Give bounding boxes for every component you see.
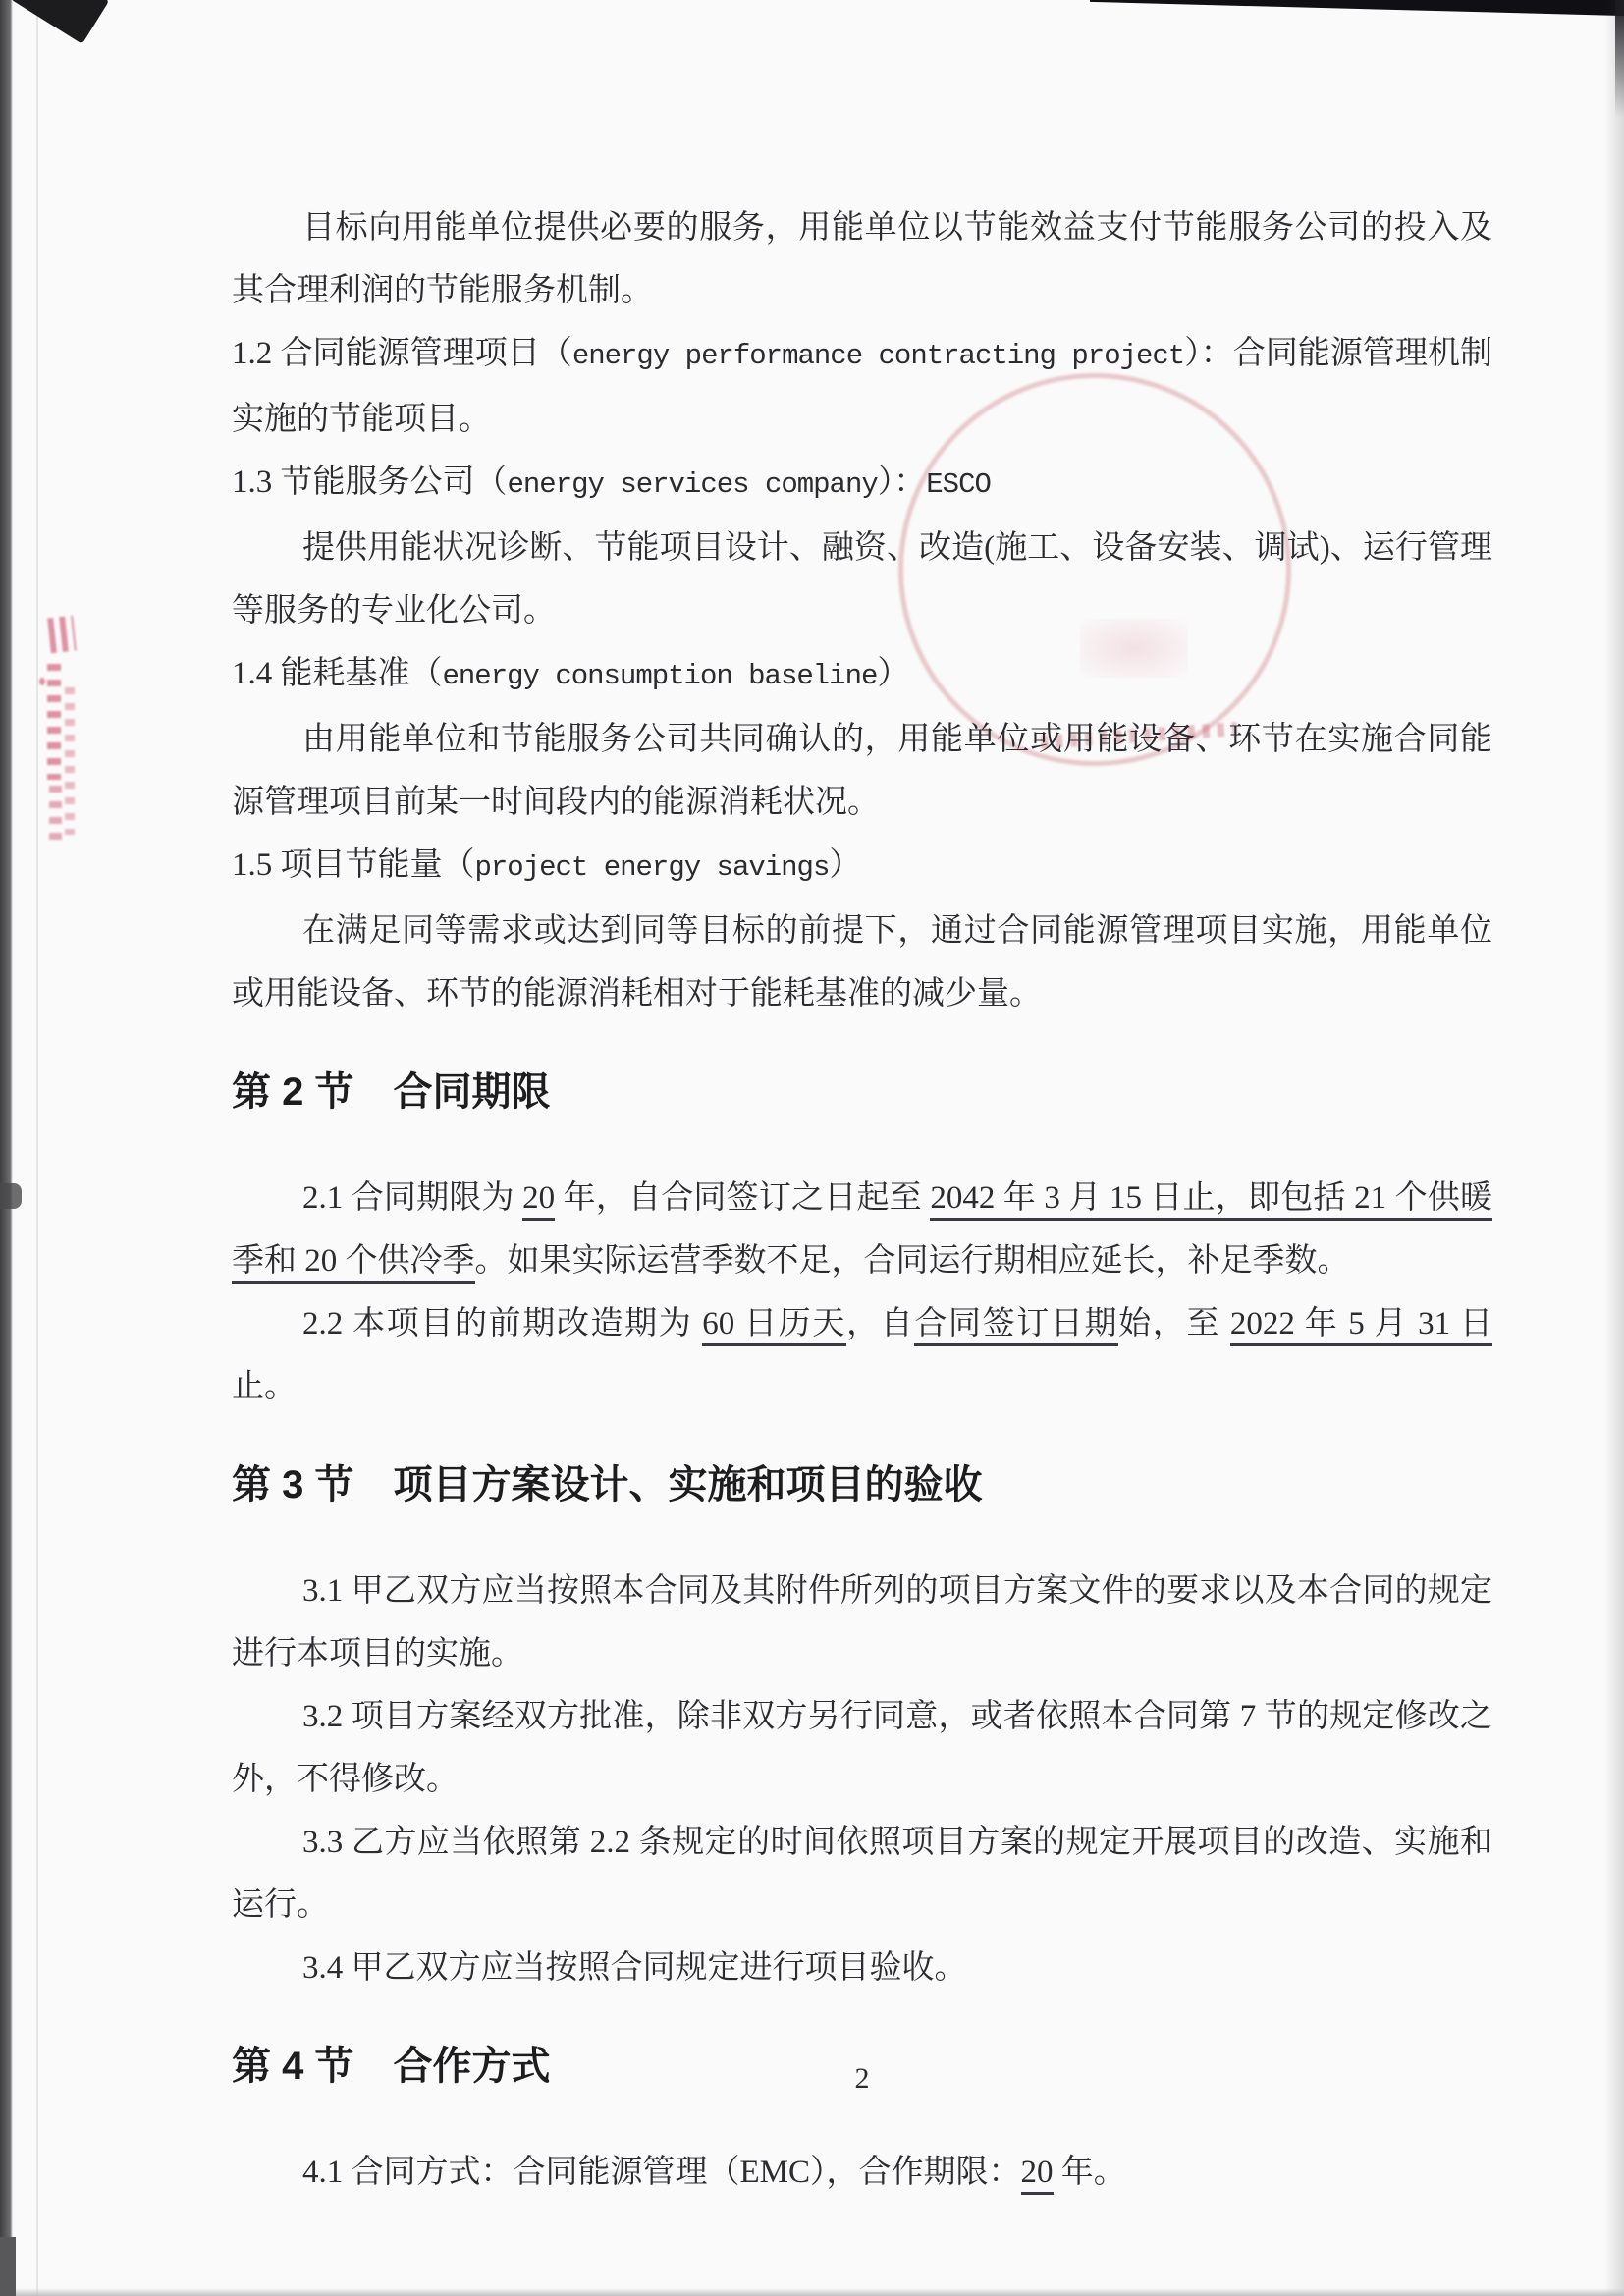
text-segment: 目标向用能单位提供必要的服务，用能单位以节能效益支付节能服务公司的投入及其合理利润的节能服务机制。 — [232, 210, 1492, 308]
scanner-edge-notch — [0, 1183, 22, 1209]
paragraph — [232, 1559, 1492, 1685]
text-segment: 3.2 项目方案经双方批准，除非双方另行同意，或者依照本合同第 7 节的规定修改之外，不得修改。 — [232, 1699, 1492, 1797]
text-segment: 1.3 节能服务公司（ — [232, 465, 508, 500]
text-segment: ） — [829, 847, 862, 883]
scanner-edge-bottom — [0, 2288, 1624, 2296]
filled-in-value: 合同签订日期 — [914, 1306, 1118, 1346]
text-segment: ）： — [877, 465, 927, 500]
filled-in-value: 2022 年 5 月 31 日 — [1230, 1306, 1492, 1346]
text-segment: 。如果实际运营季数不足，合同运行期相应延长，补足季数。 — [474, 1243, 1350, 1279]
text-segment: 年，自合同签订之日起至 — [555, 1180, 931, 1216]
paragraph — [232, 2141, 1492, 2204]
scanner-corner-bottom-left — [0, 2237, 16, 2296]
text-segment: 3.3 乙方应当依照第 2.2 条规定的时间依照项目方案的规定开展项目的改造、实施和运行。 — [232, 1825, 1492, 1923]
paragraph — [232, 1811, 1492, 1937]
page-fold-line — [36, 0, 38, 2296]
text-segment: energy performance contracting project — [571, 340, 1185, 372]
paragraph — [232, 1292, 1492, 1418]
section-heading — [232, 1061, 1492, 1123]
red-bleed-mark — [65, 687, 75, 835]
text-segment: 3.1 甲乙双方应当按照本合同及其附件所列的项目方案文件的要求以及本合同的规定进行本项目的实施。 — [232, 1573, 1492, 1671]
text-segment: ，自 — [846, 1306, 915, 1341]
text-segment: 3.4 甲乙双方应当按照合同规定进行项目验收。 — [302, 1950, 967, 1986]
paragraph — [232, 1937, 1492, 1999]
paragraph — [232, 1685, 1492, 1811]
text-segment: 第 3 节 项目方案设计、实施和项目的验收 — [232, 1463, 983, 1506]
filled-in-value: 20 — [1021, 2155, 1054, 2195]
paragraph — [232, 708, 1492, 834]
text-segment: project energy savings — [474, 851, 830, 884]
page-number: 2 — [854, 2062, 870, 2095]
scanner-edge-left — [0, 0, 13, 2296]
paragraph — [232, 517, 1492, 642]
text-segment: 始，至 — [1118, 1306, 1230, 1341]
text-segment: 4.1 合同方式：合同能源管理（EMC），合作期限： — [302, 2155, 1021, 2190]
text-segment: 第 4 节 合作方式 — [232, 2045, 551, 2088]
text-segment: 1.5 项目节能量（ — [232, 847, 475, 883]
paragraph — [232, 196, 1492, 322]
red-bleed-mark — [47, 616, 77, 654]
text-segment: 1.4 能耗基准（ — [232, 656, 443, 691]
text-segment: ） — [877, 656, 910, 691]
text-segment: energy services company — [507, 468, 878, 501]
contract-body — [232, 196, 1492, 2204]
paragraph — [232, 642, 1492, 708]
text-segment: 年。 — [1053, 2155, 1126, 2190]
scanner-edge-right — [1604, 0, 1624, 2296]
red-bleed-mark — [39, 678, 45, 685]
scanner-edge-top-right — [1090, 0, 1624, 16]
text-segment: 1.2 合同能源管理项目（ — [232, 336, 572, 371]
section-heading — [232, 1453, 1492, 1516]
paragraph — [232, 1167, 1492, 1292]
text-segment: 2.1 合同期限为 — [302, 1180, 523, 1216]
filled-in-value: 2042 年 3 月 15 日止，即包括 21 个供暖季和 20 个供冷季 — [232, 1180, 1492, 1284]
filled-in-value: 60 日历天 — [702, 1306, 846, 1346]
paragraph — [232, 900, 1492, 1025]
red-bleed-mark — [47, 664, 61, 780]
paragraph — [232, 834, 1492, 900]
text-segment: 提供用能状况诊断、节能项目设计、融资、改造(施工、设备安装、调试)、运行管理等服务的专业化公司。 — [232, 530, 1492, 629]
text-segment: ）：合同能源管理机制实施的节能项目。 — [232, 336, 1493, 437]
text-segment: 由用能单位和节能服务公司共同确认的，用能单位或用能设备、环节在实施合同能源管理项目前某一时间段内的能源消耗状况。 — [232, 722, 1492, 820]
text-segment: 第 2 节 合同期限 — [232, 1070, 551, 1114]
red-bleed-mark — [49, 786, 62, 848]
scanner-corner-top-left — [11, 0, 109, 44]
text-segment: 止。 — [232, 1369, 297, 1404]
text-segment: 2.2 本项目的前期改造期为 — [302, 1306, 703, 1341]
text-segment: 在满足同等需求或达到同等目标的前提下，通过合同能源管理项目实施，用能单位或用能设备、环节的能源消耗相对于能耗基准的减少量。 — [232, 913, 1492, 1011]
text-segment: energy consumption baseline — [442, 660, 878, 692]
filled-in-value: 20 — [522, 1180, 555, 1221]
paragraph — [232, 451, 1492, 517]
text-segment: ESCO — [926, 468, 991, 501]
paragraph — [232, 322, 1492, 451]
